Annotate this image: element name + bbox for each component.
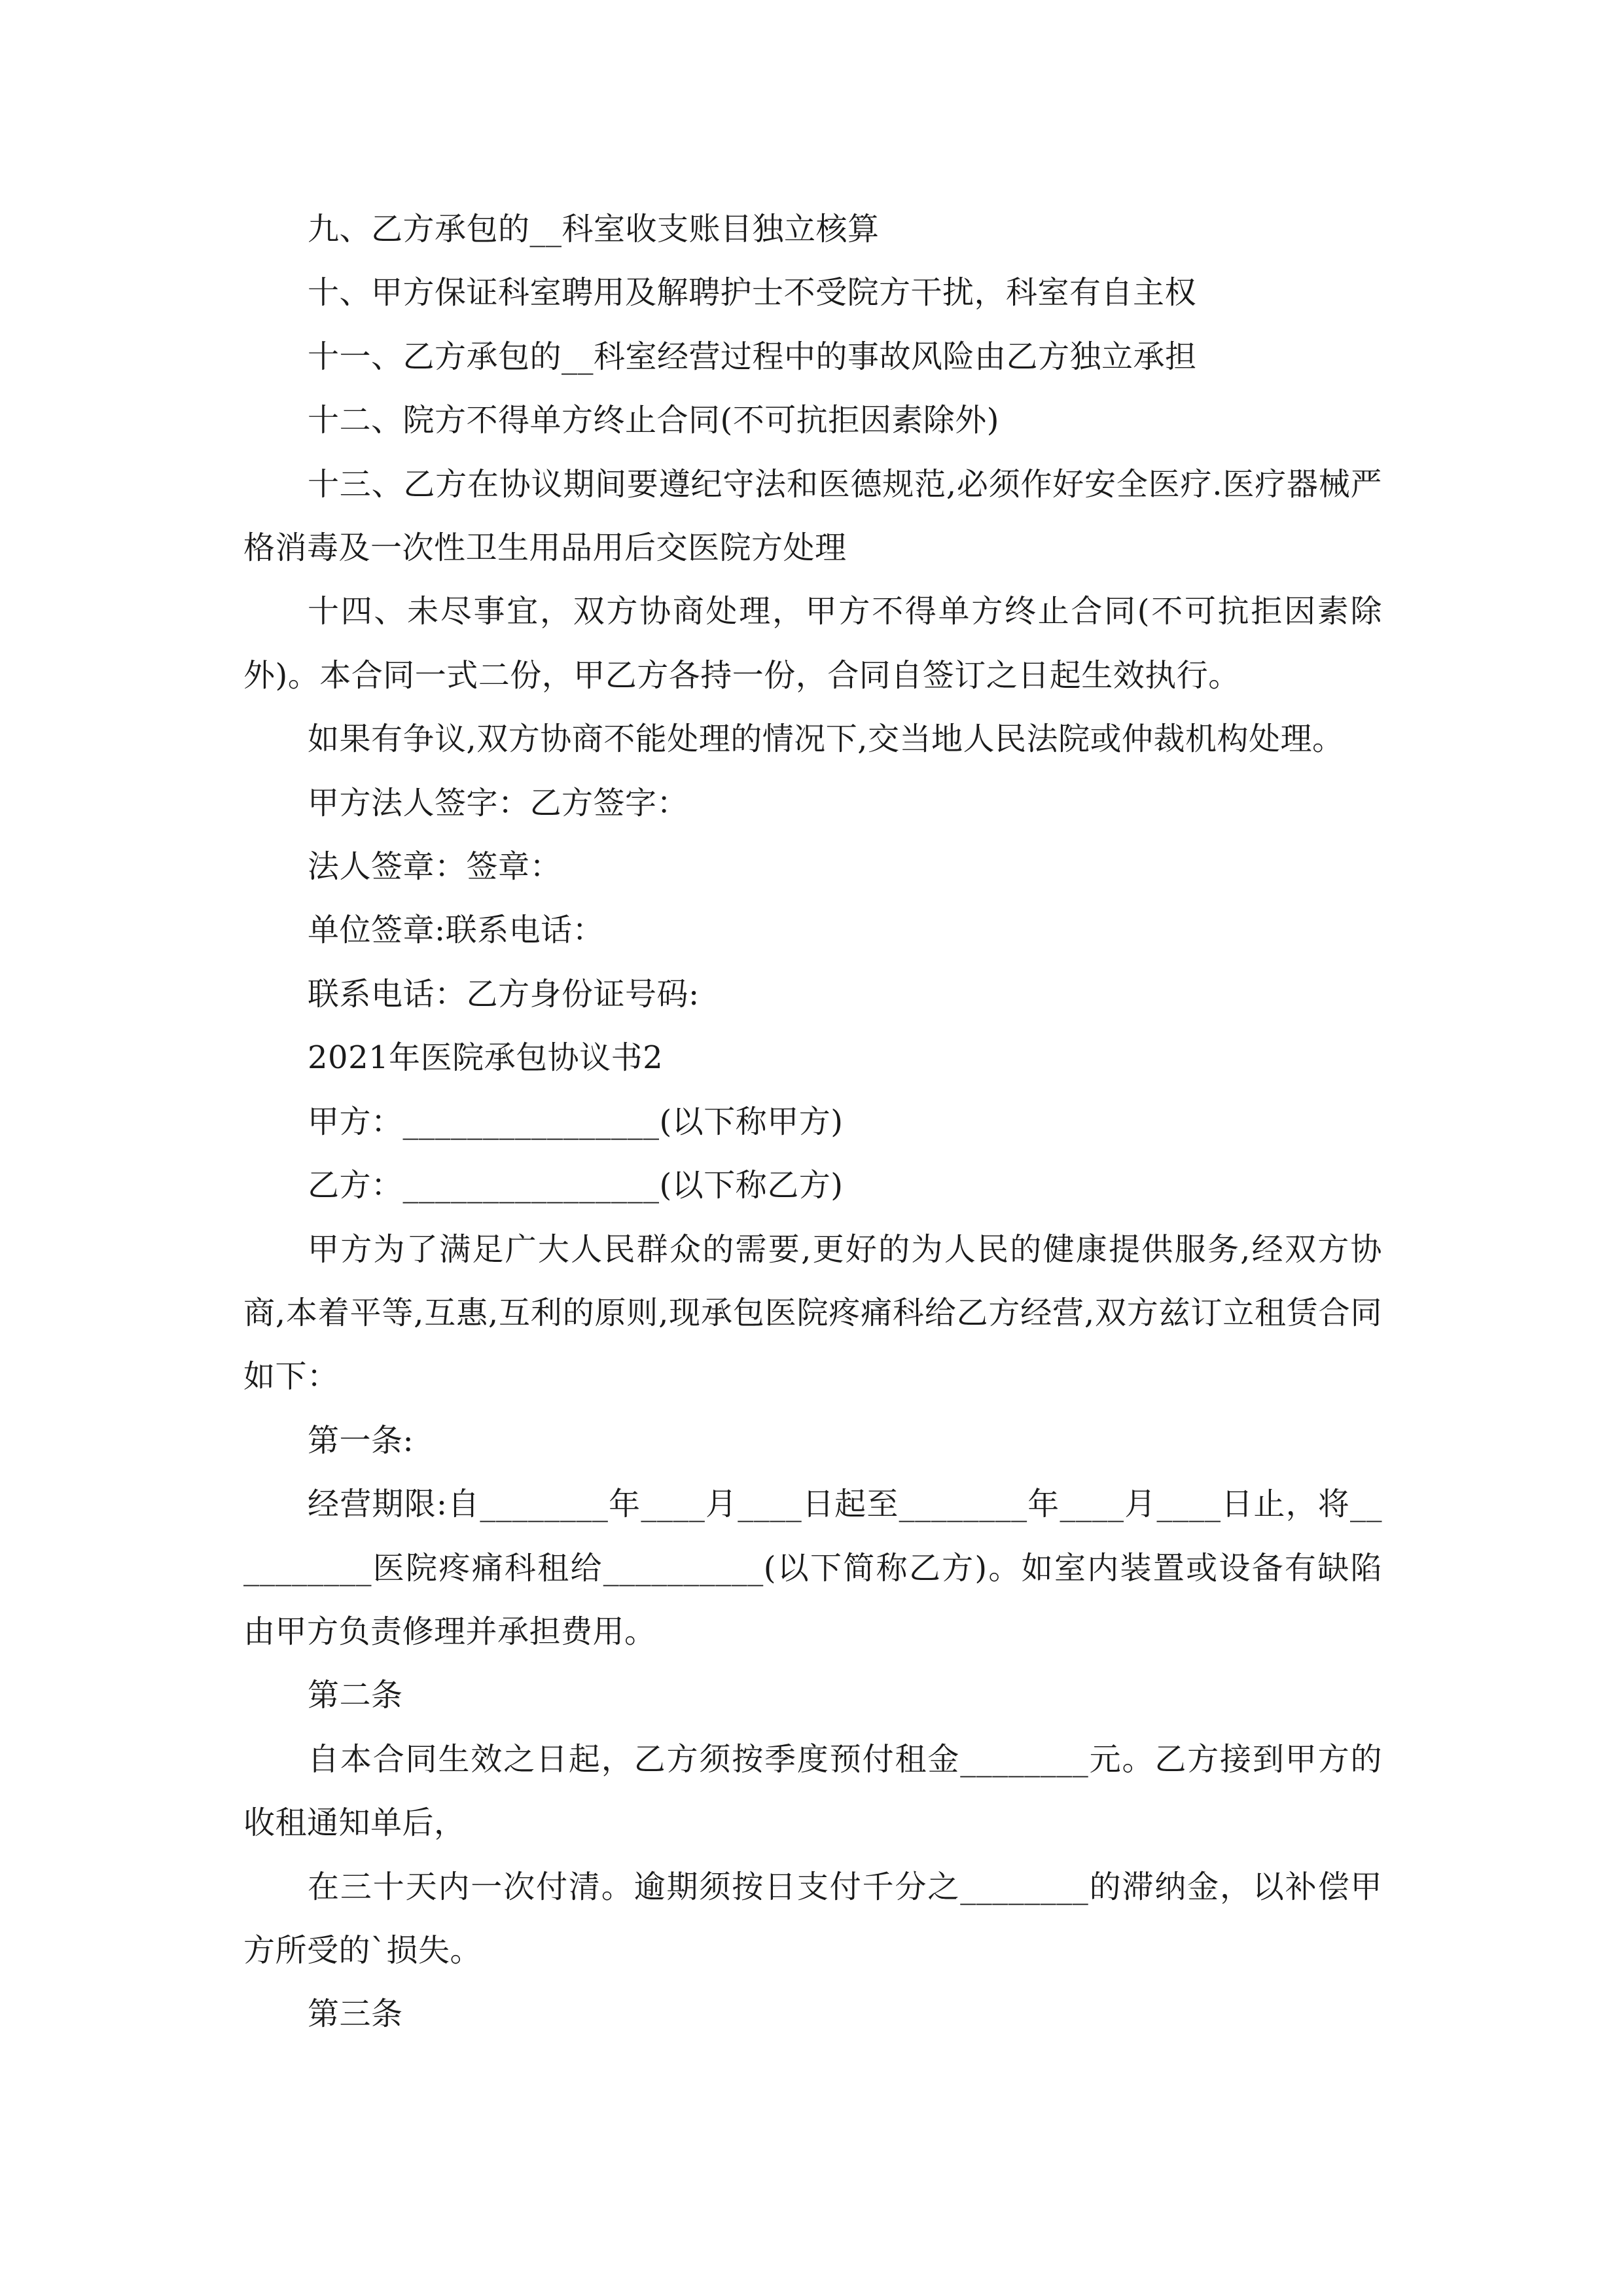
clause-14: 十四、未尽事宜，双方协商处理，甲方不得单方终止合同(不可抗拒因素除外)。本合同一式二份，甲乙方各持一份，合同自签订之日起生效执行。	[243, 593, 1382, 694]
article-2-body-continued: 在三十天内一次付清。逾期须按日支付千分之________的滞纳金，以补偿甲方所受的`损失。	[243, 1868, 1382, 1969]
signature-line-1: 甲方法人签字：乙方签字：	[308, 784, 689, 821]
article-3-heading: 第三条	[308, 1996, 403, 2033]
article-2-body: 自本合同生效之日起，乙方须按季度预付租金________元。乙方接到甲方的收租通知单后，	[243, 1740, 1382, 1842]
agreement-title: 2021年医院承包协议书2	[308, 1039, 664, 1077]
article-2-heading: 第二条	[308, 1677, 403, 1714]
clause-11: 十一、乙方承包的__科室经营过程中的事故风险由乙方独立承担	[308, 338, 1197, 375]
party-b-line: 乙方：________________(以下称乙方)	[308, 1167, 844, 1204]
document-body	[243, 198, 1382, 2047]
clause-9: 九、乙方承包的__科室收支账目独立核算	[308, 211, 880, 247]
clause-10: 十、甲方保证科室聘用及解聘护士不受院方干扰，科室有自主权	[308, 274, 1197, 312]
signature-line-2: 法人签章：签章：	[308, 848, 562, 886]
article-1-body: 经营期限:自________年____月____日起至________年____月____日止，将__________医院疼痛科租给__________(以下简称乙方)。如室内装置或设备有缺陷由甲方负责修理并承担费用。	[243, 1486, 1382, 1650]
article-1-heading: 第一条:	[308, 1422, 414, 1459]
clause-12: 十二、院方不得单方终止合同(不可抗拒因素除外)	[308, 402, 999, 439]
party-a-line: 甲方：________________(以下称甲方)	[308, 1103, 844, 1140]
signature-line-4: 联系电话：乙方身份证号码:	[308, 975, 700, 1013]
signature-line-3: 单位签章:联系电话：	[308, 912, 605, 949]
dispute-paragraph: 如果有争议,双方协商不能处理的情况下,交当地人民法院或仲裁机构处理。	[308, 721, 1344, 758]
preamble-paragraph: 甲方为了满足广大人民群众的需要,更好的为人民的健康提供服务,经双方协商,本着平等,互惠,互利的原则,现承包医院疼痛科给乙方经营,双方兹订立租赁合同如下：	[243, 1230, 1382, 1395]
clause-13: 十三、乙方在协议期间要遵纪守法和医德规范,必须作好安全医疗.医疗器械严格消毒及一次性卫生用品用后交医院方处理	[243, 465, 1382, 567]
